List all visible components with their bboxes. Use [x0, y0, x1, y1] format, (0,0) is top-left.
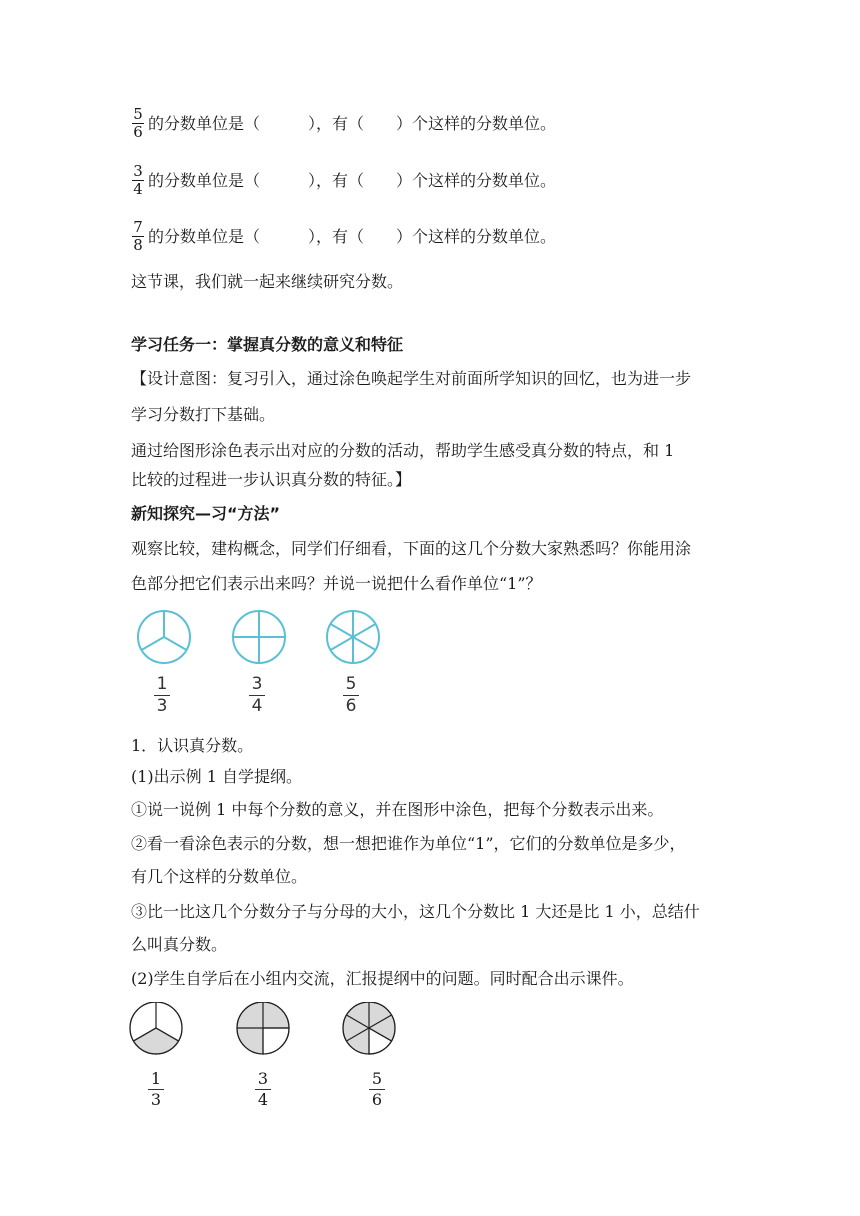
step-text: ②看一看涂色表示的分数，想一想把谁作为单位“1”，它们的分数单位是多少， — [131, 834, 686, 853]
observe-text: 色部分把它们表示出来吗？并说一说把什么看作单位“1”？ — [131, 574, 542, 593]
design-intent-line: 【设计意图：复习引入，通过涂色唤起学生对前面所学知识的回忆，也为进一步 — [131, 369, 692, 388]
step-text: 有几个这样的分数单位。 — [131, 867, 308, 886]
denominator: 4 — [133, 180, 143, 198]
denominator: 6 — [371, 1090, 383, 1109]
step-text: ①说一说例 1 中每个分数的意义，并在图形中涂色，把每个分数表示出来。 — [131, 800, 664, 819]
circle-one-third-shaded — [130, 1002, 182, 1054]
question-text: 的分数单位是（ ），有（ ）个这样的分数单位。 — [148, 171, 557, 190]
fraction-label — [141, 1070, 171, 1109]
denominator: 6 — [133, 123, 143, 141]
circle-three-quarters-shaded — [237, 1002, 289, 1054]
observe-text: 观察比较，建构概念，同学们仔细看，下面的这几个分数大家熟悉吗？你能用涂 — [131, 539, 692, 558]
fraction-label — [147, 675, 177, 716]
denominator: 4 — [251, 696, 263, 716]
numerator: 5 — [133, 105, 143, 123]
step-text: 么叫真分数。 — [131, 935, 228, 954]
fraction — [131, 106, 145, 141]
numerator: 5 — [371, 1069, 383, 1088]
item-text: (2)学生自学后在小组内交流，汇报提纲中的问题。同时配合出示课件。 — [131, 969, 634, 988]
numerator: 1 — [156, 674, 168, 694]
question-text: 的分数单位是（ ），有（ ）个这样的分数单位。 — [148, 114, 557, 133]
explore-heading: 新知探究—习“方法” — [131, 504, 281, 523]
fraction-label — [248, 1070, 278, 1109]
denominator: 4 — [257, 1090, 269, 1109]
item-heading: 1．认识真分数。 — [131, 736, 254, 755]
denominator: 3 — [150, 1090, 162, 1109]
design-intent-line: 比较的过程进一步认识真分数的特征。】 — [131, 470, 412, 489]
fraction-label — [336, 675, 366, 716]
fraction-question-row — [131, 103, 731, 143]
numerator: 3 — [133, 162, 143, 180]
fraction-question-row — [131, 160, 731, 200]
shaded-circles-figure — [126, 1002, 416, 1114]
step-text: ③比一比这几个分数分子与分母的大小，这几个分数比 1 大还是比 1 小，总结什 — [131, 902, 700, 921]
numerator: 5 — [345, 674, 357, 694]
design-intent-line: 学习分数打下基础。 — [131, 405, 276, 424]
question-text: 的分数单位是（ ），有（ ）个这样的分数单位。 — [148, 227, 557, 246]
design-intent-line: 通过给图形涂色表示出对应的分数的活动，帮助学生感受真分数的特点，和 1 — [131, 441, 675, 460]
unshaded-circles-figure — [126, 603, 406, 721]
denominator: 8 — [133, 236, 143, 254]
denominator: 3 — [156, 696, 168, 716]
fraction — [131, 163, 145, 198]
circle-five-sixths-shaded — [343, 1002, 395, 1054]
numerator: 3 — [251, 674, 263, 694]
fraction-question-row — [131, 216, 731, 256]
item-text: (1)出示例 1 自学提纲。 — [131, 767, 303, 786]
numerator: 7 — [133, 218, 143, 236]
numerator: 3 — [257, 1069, 269, 1088]
numerator: 1 — [150, 1069, 162, 1088]
intro-end-text: 这节课，我们就一起来继续研究分数。 — [131, 272, 404, 291]
fraction — [131, 219, 145, 254]
fraction-label — [362, 1070, 392, 1109]
fraction-label — [242, 675, 272, 716]
task-heading: 学习任务一：掌握真分数的意义和特征 — [131, 335, 404, 354]
denominator: 6 — [345, 696, 357, 716]
